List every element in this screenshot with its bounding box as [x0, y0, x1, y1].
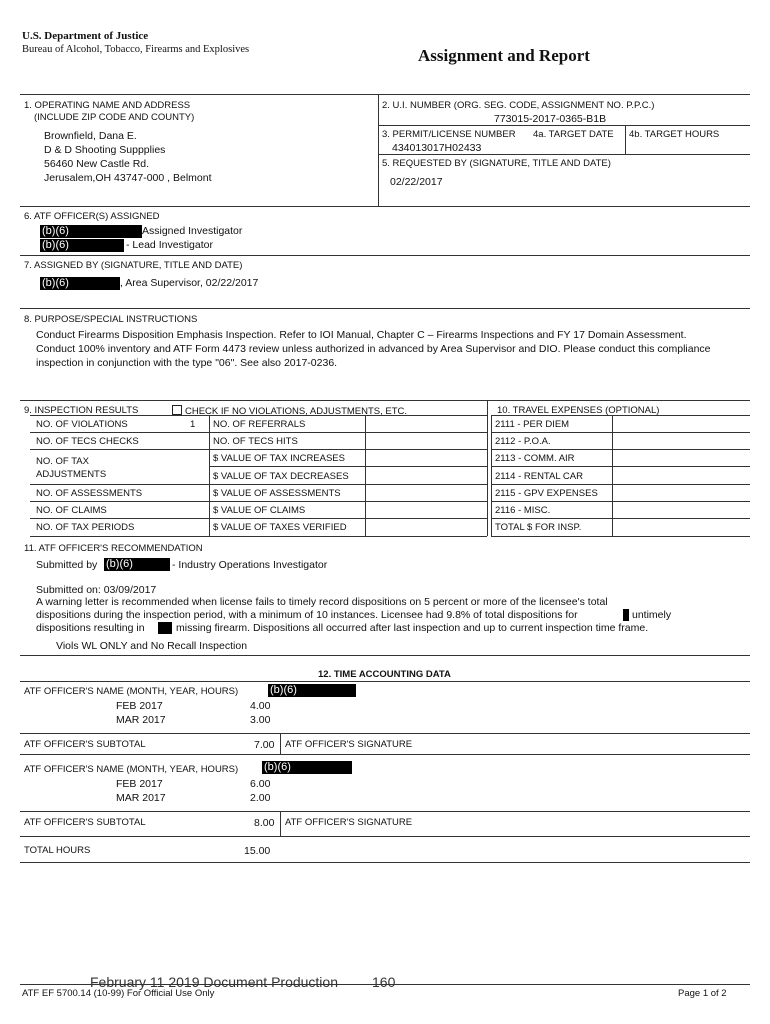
redaction-box: (b)(6)	[40, 239, 124, 252]
recommendation-line-3: dispositions resulting in	[36, 622, 145, 634]
assessments-value-label: $ VALUE OF ASSESSMENTS	[213, 488, 341, 499]
officer-2-month-2: MAR 2017	[116, 792, 166, 804]
officers-assigned-label: 6. ATF OFFICER(S) ASSIGNED	[24, 211, 160, 222]
permit-license-label: 3. PERMIT/LICENSE NUMBER	[382, 129, 516, 140]
purpose-label: 8. PURPOSE/SPECIAL INSTRUCTIONS	[24, 314, 198, 325]
travel-poa-label: 2112 - P.O.A.	[495, 436, 551, 447]
travel-rental-car-label: 2114 - RENTAL CAR	[495, 471, 583, 482]
form-number: ATF EF 5700.14 (10-99) For Official Use Only	[22, 988, 215, 999]
travel-misc-label: 2116 - MISC.	[495, 505, 551, 516]
violations-count-value: 1	[190, 419, 196, 430]
taxes-verified-label: $ VALUE OF TAXES VERIFIED	[213, 522, 347, 533]
ui-number-label: 2. U.I. NUMBER (ORG. SEG. CODE, ASSIGNMENT NO. P.P.C.)	[382, 100, 655, 111]
recommendation-line-2b: untimely	[632, 609, 672, 621]
total-hours-label: TOTAL HOURS	[24, 845, 91, 856]
travel-per-diem-label: 2111 - PER DIEM	[495, 419, 570, 430]
operating-address-line-1: Brownfield, Dana E.	[44, 130, 137, 142]
submitted-on-text: Submitted on: 03/09/2017	[36, 584, 157, 596]
travel-comm-air-label: 2113 - COMM. AIR	[495, 453, 575, 464]
no-violations-checkbox-label: CHECK IF NO VIOLATIONS, ADJUSTMENTS, ETC.	[185, 406, 408, 417]
assessments-label: NO. OF ASSESSMENTS	[36, 488, 143, 499]
officer-2-subtotal-value: 8.00	[254, 817, 275, 829]
officer-1-hours-1: 4.00	[250, 700, 271, 712]
claims-label: NO. OF CLAIMS	[36, 505, 107, 516]
redaction-box	[158, 622, 172, 634]
officer-2-hours-2: 2.00	[250, 792, 271, 804]
tecs-checks-label: NO. OF TECS CHECKS	[36, 436, 139, 447]
recommendation-label: 11. ATF OFFICER'S RECOMMENDATION	[24, 543, 203, 554]
time-accounting-label: 12. TIME ACCOUNTING DATA	[318, 669, 451, 680]
production-stamp: February 11 2019 Document Production	[90, 974, 338, 990]
assigned-by-text: , Area Supervisor, 02/22/2017	[120, 277, 259, 289]
target-date-label: 4a. TARGET DATE	[533, 129, 614, 140]
tax-decreases-label: $ VALUE OF TAX DECREASES	[213, 471, 349, 482]
total-hours-value: 15.00	[244, 845, 271, 857]
operating-name-label: 1. OPERATING NAME AND ADDRESS	[24, 100, 191, 111]
officer-1-month-2: MAR 2017	[116, 714, 166, 726]
officer-1-signature-label: ATF OFFICER'S SIGNATURE	[285, 739, 413, 750]
officer-1-month-1: FEB 2017	[116, 700, 163, 712]
officer-1-hours-2: 3.00	[250, 714, 271, 726]
violations-count-label: NO. OF VIOLATIONS	[36, 419, 128, 430]
inspection-results-label: 9. INSPECTION RESULTS	[24, 405, 139, 416]
ui-number-value: 773015-2017-0365-B1B	[494, 113, 607, 125]
viols-text: Viols WL ONLY and No Recall Inspection	[56, 640, 248, 652]
travel-expenses-label: 10. TRAVEL EXPENSES (OPTIONAL)	[497, 405, 660, 416]
officer-2-month-1: FEB 2017	[116, 778, 163, 790]
operating-address-line-4: Jerusalem,OH 43747-000 , Belmont	[44, 172, 212, 184]
officer-1-subtotal-label: ATF OFFICER'S SUBTOTAL	[24, 739, 146, 750]
requested-by-label: 5. REQUESTED BY (SIGNATURE, TITLE AND DATE)	[382, 158, 611, 169]
page-indicator: Page 1 of 2	[678, 988, 727, 999]
officer-2-signature-label: ATF OFFICER'S SIGNATURE	[285, 817, 413, 828]
recommendation-line-1: A warning letter is recommended when license fails to timely record dispositions on 5 percent or more of the licensee's total	[36, 596, 608, 608]
redaction-box	[623, 609, 629, 621]
assigned-by-label: 7. ASSIGNED BY (SIGNATURE, TITLE AND DATE)	[24, 260, 243, 271]
recommendation-line-3b: missing firearm. Dispositions all occurred after last inspection and up to current inspection time frame.	[176, 622, 649, 634]
requested-by-date: 02/22/2017	[390, 176, 443, 188]
tecs-hits-label: NO. OF TECS HITS	[213, 436, 298, 447]
target-hours-label: 4b. TARGET HOURS	[629, 129, 720, 140]
redaction-box: (b)(6)	[268, 684, 356, 697]
checkbox-icon[interactable]	[172, 405, 182, 415]
assigned-investigator-text: Assigned Investigator	[142, 225, 243, 237]
bureau-name: Bureau of Alcohol, Tobacco, Firearms and Explosives	[22, 44, 250, 55]
tax-periods-label: NO. OF TAX PERIODS	[36, 522, 135, 533]
operating-address-line-3: 56460 New Castle Rd.	[44, 158, 150, 170]
department-name: U.S. Department of Justice	[22, 30, 149, 42]
submitted-by-label: Submitted by	[36, 559, 98, 571]
redaction-box: (b)(6)	[40, 277, 120, 290]
officer-2-subtotal-label: ATF OFFICER'S SUBTOTAL	[24, 817, 146, 828]
purpose-text: Conduct Firearms Disposition Emphasis Inspection. Refer to IOI Manual, Chapter C – Firearms Inspections and FY 17 Domain Assessment. Conduct 100% inventory and ATF Form 4473 review unless authorized in advanced by Area Supervisor and DIO. Please conduct this compliance inspection in conjunction with the type "06". See also 2017-0236.	[36, 329, 711, 369]
operating-address-line-2: D & D Shooting Suppplies	[44, 144, 166, 156]
redaction-box: (b)(6)	[40, 225, 142, 238]
travel-total-label: TOTAL $ FOR INSP.	[495, 522, 582, 533]
submitted-by-role: - Industry Operations Investigator	[172, 559, 328, 571]
form-title: Assignment and Report	[418, 46, 590, 65]
tax-adjustments-label: NO. OF TAX ADJUSTMENTS	[36, 456, 107, 480]
production-page-number: 160	[372, 974, 396, 990]
travel-gpv-label: 2115 - GPV EXPENSES	[495, 488, 598, 499]
officer-1-name-label: ATF OFFICER'S NAME (MONTH, YEAR, HOURS)	[24, 686, 239, 697]
recommendation-line-2: dispositions during the inspection period, with a minimum of 10 instances. Licensee had 9.8% of total dispositions for	[36, 609, 578, 621]
officer-1-subtotal-value: 7.00	[254, 739, 275, 751]
officer-2-hours-1: 6.00	[250, 778, 271, 790]
claims-value-label: $ VALUE OF CLAIMS	[213, 505, 306, 516]
permit-license-value: 434013017H02433	[392, 142, 482, 154]
referrals-label: NO. OF REFERRALS	[213, 419, 306, 430]
lead-investigator-text: - Lead Investigator	[126, 239, 213, 251]
tax-increases-label: $ VALUE OF TAX INCREASES	[213, 453, 345, 464]
officer-2-name-label: ATF OFFICER'S NAME (MONTH, YEAR, HOURS)	[24, 764, 239, 775]
redaction-box: (b)(6)	[104, 558, 170, 571]
operating-name-sublabel: (INCLUDE ZIP CODE AND COUNTY)	[34, 112, 195, 123]
redaction-box: (b)(6)	[262, 761, 352, 774]
